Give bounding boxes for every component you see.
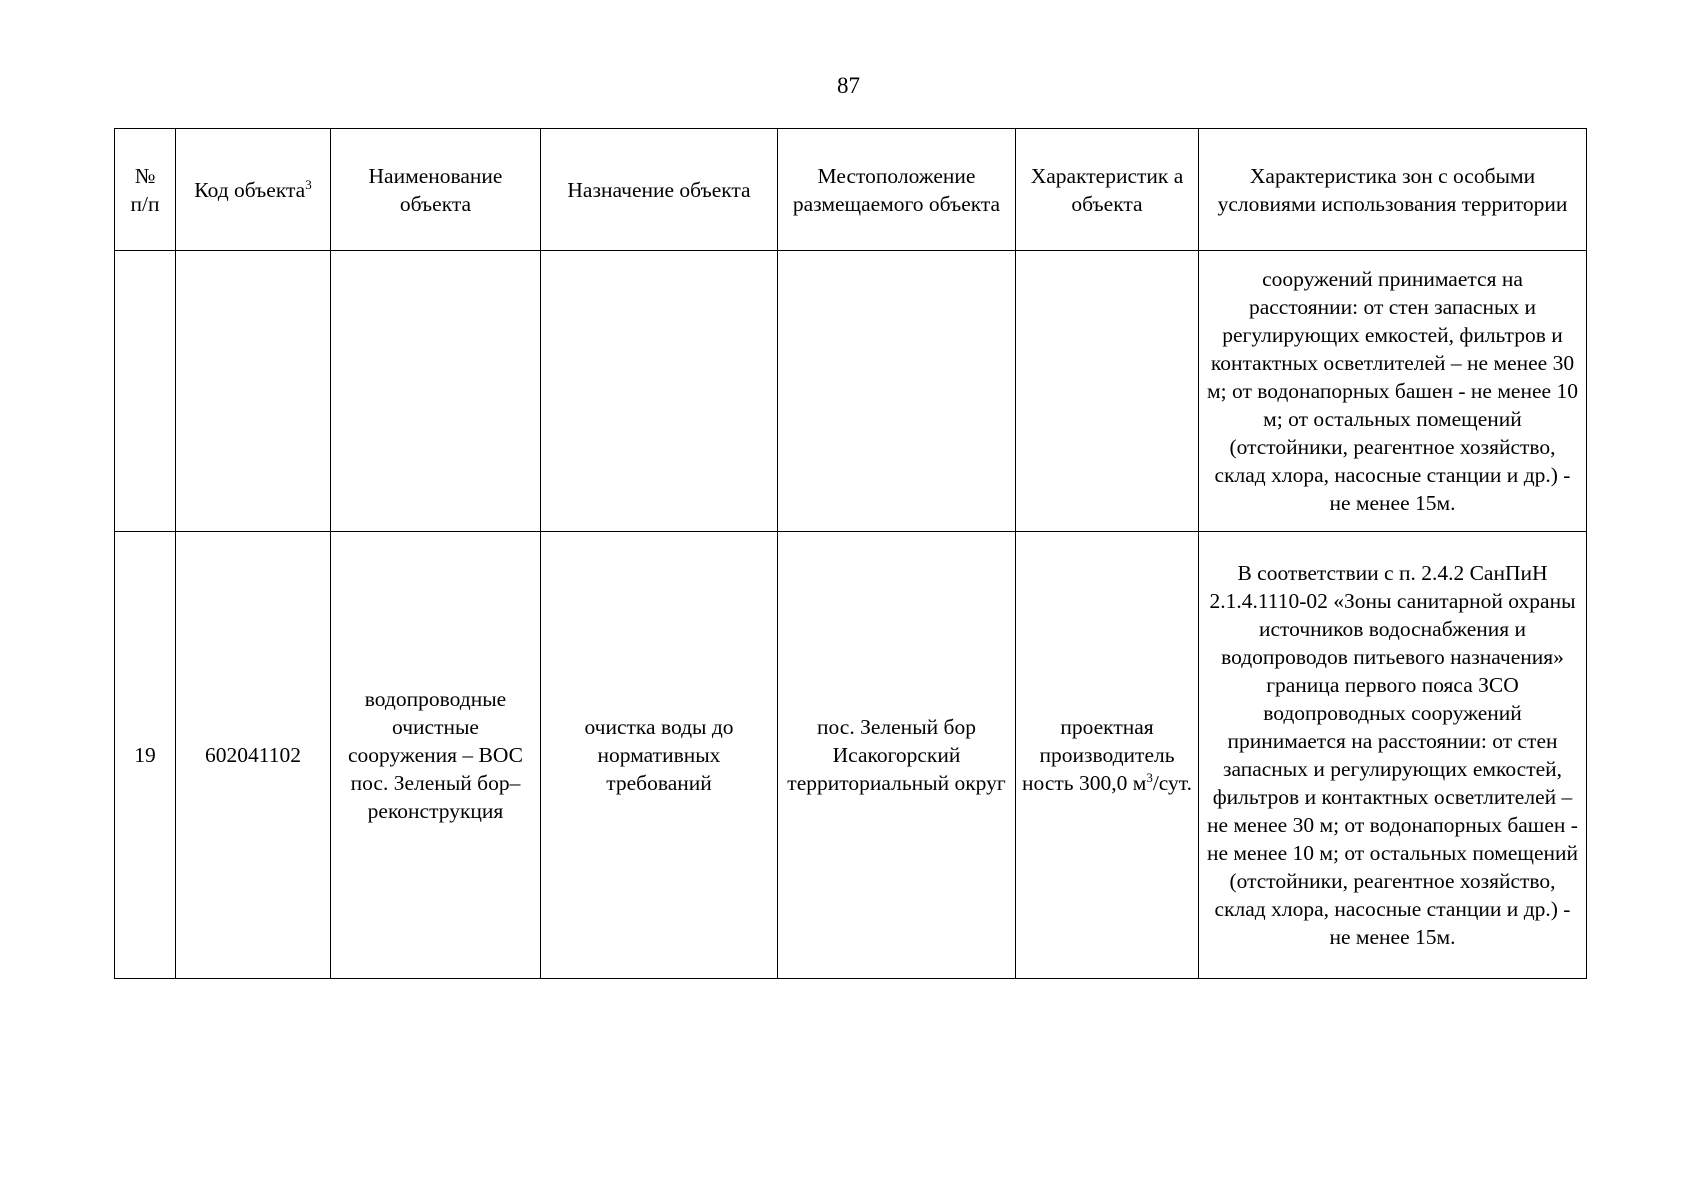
cell-characteristic [1016,251,1199,532]
header-number [115,129,176,251]
objects-table [114,128,1587,979]
characteristic-text: проектная производитель ность 300,0 м [1022,715,1175,795]
table-row [115,532,1587,979]
cell-purpose: очистка воды до нормативных требований [541,532,778,979]
header-code-footnote: 3 [305,176,312,192]
cell-zones: сооружений принимается на расстоянии: от стен запасных и регулирующих емкостей, фильтров и контактных осветлителей – не менее 30 м; от водонапорных башен - не менее 10 м; от остальных помещений (отстойники, реагентное хозяйство, склад хлора, насосные станции и др.) - не менее 15м. [1199,251,1587,532]
header-purpose: Назначение объекта [541,129,778,251]
header-zones: Характеристика зон с особыми условиями использования территории [1199,129,1587,251]
cell-name: водопроводные очистные сооружения – ВОС пос. Зеленый бор– реконструкция [331,532,541,979]
cell-number: 19 [115,532,176,979]
header-number-line1: № [134,163,156,188]
cell-characteristic [1016,532,1199,979]
header-characteristic: Характеристик а объекта [1016,129,1199,251]
cell-purpose [541,251,778,532]
header-location: Местоположение размещаемого объекта [778,129,1016,251]
header-code-label: Код объекта [194,177,306,202]
table-header-row [115,129,1587,251]
characteristic-unit: /сут. [1152,771,1192,795]
cell-number [115,251,176,532]
cell-code [176,251,331,532]
table-row [115,251,1587,532]
cell-zones: В соответствии с п. 2.4.2 СанПиН 2.1.4.1110-02 «Зоны санитарной охраны источников водоснабжения и водопроводов питьевого назначения» граница первого пояса ЗСО водопроводных сооружений принимается на расстоянии: от стен запасных и регулирующих емкостей, фильтров и контактных осветлителей – не менее 30 м; от водонапорных башен - не менее 10 м; от остальных помещений (отстойники, реагентное хозяйство, склад хлора, насосные станции и др.) - не менее 15м. [1199,532,1587,979]
header-name: Наименование объекта [331,129,541,251]
page-number: 87 [837,73,860,98]
header-number-line2: п/п [130,191,160,216]
cell-name [331,251,541,532]
characteristic-unit-sup: 3 [1146,769,1153,785]
header-code [176,129,331,251]
cell-location [778,251,1016,532]
cell-code: 602041102 [176,532,331,979]
cell-location: пос. Зеленый бор Исакогорский территориальный округ [778,532,1016,979]
